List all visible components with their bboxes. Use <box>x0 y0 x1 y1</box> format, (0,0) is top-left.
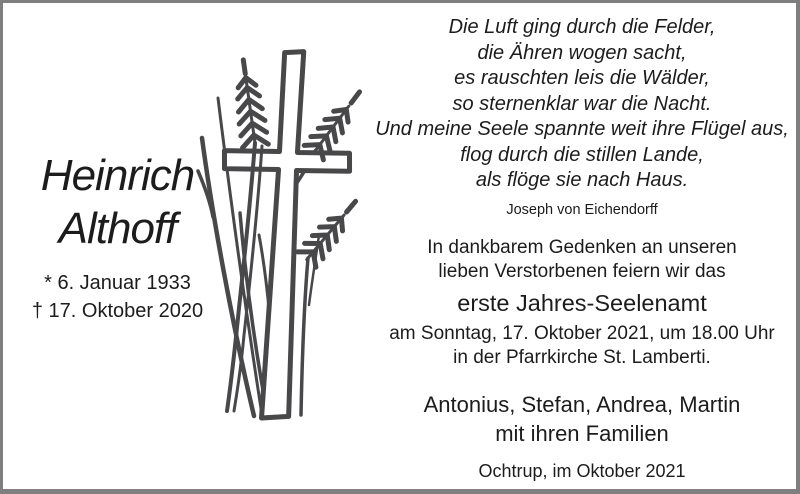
poem-line: flog durch die stillen Lande, <box>460 143 704 166</box>
birth-date: * 6. Januar 1933 <box>44 272 191 294</box>
poem-line: so sternenklar war die Nacht. <box>452 92 712 115</box>
wheat-ear-lower-right <box>298 194 365 268</box>
poem <box>371 15 793 194</box>
mourners <box>371 390 793 448</box>
notice-text-block <box>371 15 793 483</box>
wheat-ear-left <box>230 58 268 148</box>
poem-line: es rauschten leis die Wälder, <box>454 67 710 89</box>
deceased-last-name: Althoff <box>58 204 177 253</box>
event-name: erste Jahres-Seelenamt <box>457 289 707 316</box>
poem-line: als flöge sie nach Haus. <box>475 169 689 191</box>
mourners-suffix: mit ihren Familien <box>495 420 669 446</box>
poem-line: Und meine Seele spannte weit ihre Flügel aus, <box>375 118 789 140</box>
deceased-first-name: Heinrich <box>40 151 195 200</box>
event-datetime: am Sonntag, 17. Oktober 2021, um 18.00 Uhr <box>389 322 775 344</box>
invitation-line-1: In dankbarem Gedenken an unseren <box>427 236 737 258</box>
mourner-names: Antonius, Stefan, Andrea, Martin <box>423 391 741 417</box>
wheat-ear-upper-right <box>304 85 369 160</box>
invitation <box>371 236 793 370</box>
death-date: † 17. Oktober 2020 <box>31 300 204 322</box>
invitation-line-2: lieben Verstorbenen feiern wir das <box>438 260 726 282</box>
event-location: in der Pfarrkirche St. Lamberti. <box>453 346 711 368</box>
grass-stems <box>198 98 319 416</box>
poem-line: die Ähren wogen sacht, <box>477 41 687 64</box>
closing-line: Ochtrup, im Oktober 2021 <box>478 460 686 481</box>
poem-author: Joseph von Eichendorff <box>506 201 658 218</box>
cross-wheat-illustration <box>188 43 383 425</box>
poem-line: Die Luft ging durch die Felder, <box>448 16 716 38</box>
